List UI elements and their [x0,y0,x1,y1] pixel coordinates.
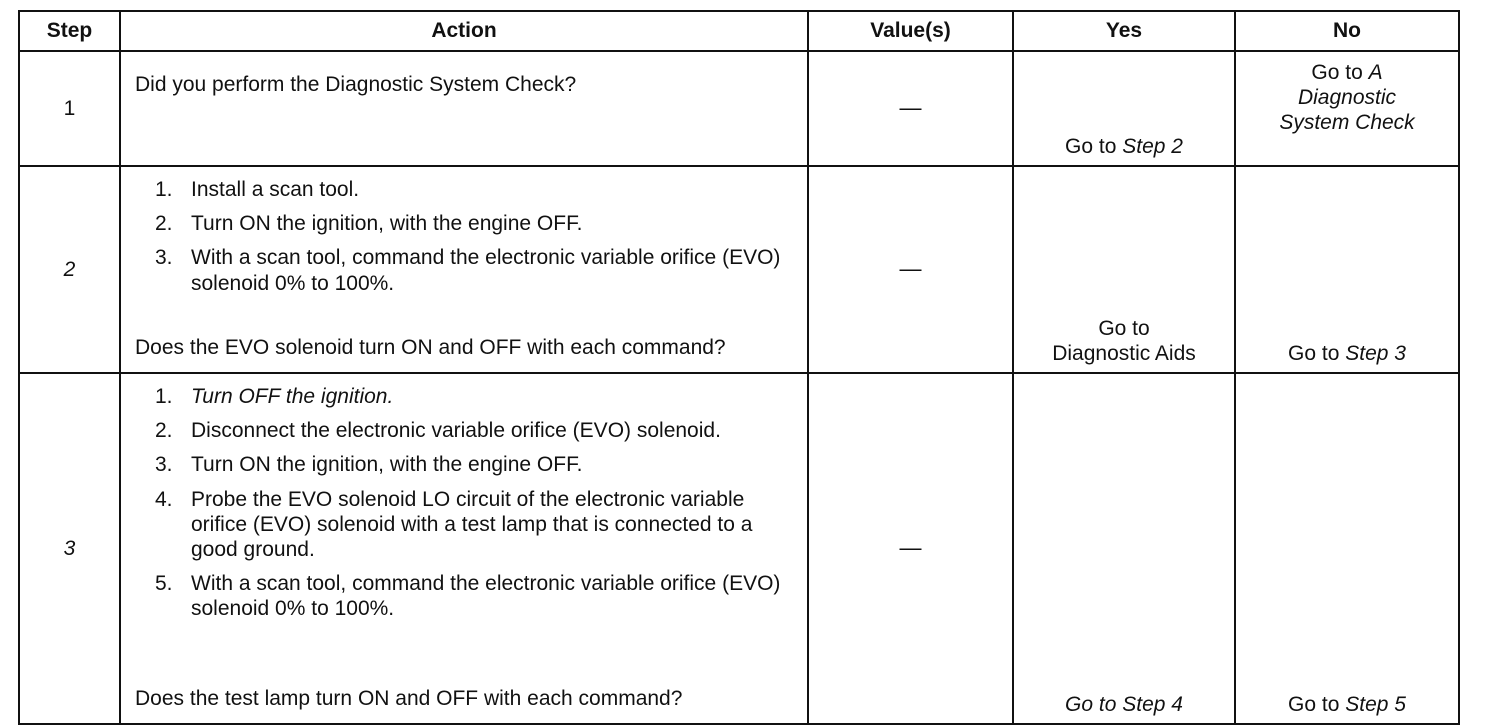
value-cell: — [808,373,1013,724]
yes-link-diagnostic-aids[interactable]: Diagnostic Aids [1052,341,1196,365]
header-action: Action [120,11,808,51]
action-cell [120,51,808,166]
step-number: 3 [19,373,120,724]
yes-prefix: Go to [1065,692,1123,716]
no-prefix: Go to [1288,341,1346,365]
step-list [135,167,797,305]
action-question: Does the test lamp turn ON and OFF with each command? [135,686,683,710]
list-item: 3. With a scan tool, command the electronic variable orifice (EVO) solenoid 0% to 100%. [155,246,781,295]
yes-cell [1013,166,1235,373]
list-item: 1. Turn OFF the ignition. [155,385,394,408]
action-cell [120,166,808,373]
list-item: 3. Turn ON the ignition, with the engine OFF. [155,453,583,477]
header-no: No [1235,11,1459,51]
list-item: 2. Disconnect the electronic variable orifice (EVO) solenoid. [155,419,721,443]
no-link-step-3[interactable]: Step 3 [1345,341,1406,365]
value-cell: — [808,51,1013,166]
action-question: Did you perform the Diagnostic System Check? [135,73,577,96]
action-cell [120,373,808,724]
action-question: Does the EVO solenoid turn ON and OFF with each command? [135,335,726,359]
yes-link-step-4[interactable]: Step 4 [1122,692,1183,716]
diagnostic-table [18,10,1460,725]
no-link-system-check-c[interactable]: System Check [1279,111,1415,135]
list-item: 2. Turn ON the ignition, with the engine OFF. [155,212,583,236]
value-cell: — [808,166,1013,373]
header-value: Value(s) [808,11,1013,51]
no-cell [1235,51,1459,166]
yes-cell [1013,51,1235,166]
header-step: Step [19,11,120,51]
no-cell [1235,166,1459,373]
no-prefix: Go to [1288,692,1346,716]
yes-prefix: Go to [1065,134,1123,158]
list-item: 1. Install a scan tool. [155,178,360,201]
no-link-system-check-b[interactable]: Diagnostic [1297,86,1397,110]
table-row [19,51,1459,166]
yes-line1: Go to [1098,316,1150,340]
no-prefix: Go to [1311,61,1369,84]
header-row [19,11,1459,51]
header-yes: Yes [1013,11,1235,51]
table-row [19,373,1459,724]
step-list [135,374,797,631]
list-item: 5. With a scan tool, command the electronic variable orifice (EVO) solenoid 0% to 100%. [155,572,781,621]
yes-cell [1013,373,1235,724]
no-cell [1235,373,1459,724]
step-number: 2 [19,166,120,373]
no-link-system-check-a[interactable]: A [1368,61,1383,84]
step-number: 1 [19,51,120,166]
table-row [19,166,1459,373]
list-item: 4. Probe the EVO solenoid LO circuit of the electronic variable orifice (EVO) solenoid with a test lamp that is connected to a good ground. [155,487,753,561]
no-link-step-5[interactable]: Step 5 [1345,692,1406,716]
yes-link-step-2[interactable]: Step 2 [1122,134,1183,158]
